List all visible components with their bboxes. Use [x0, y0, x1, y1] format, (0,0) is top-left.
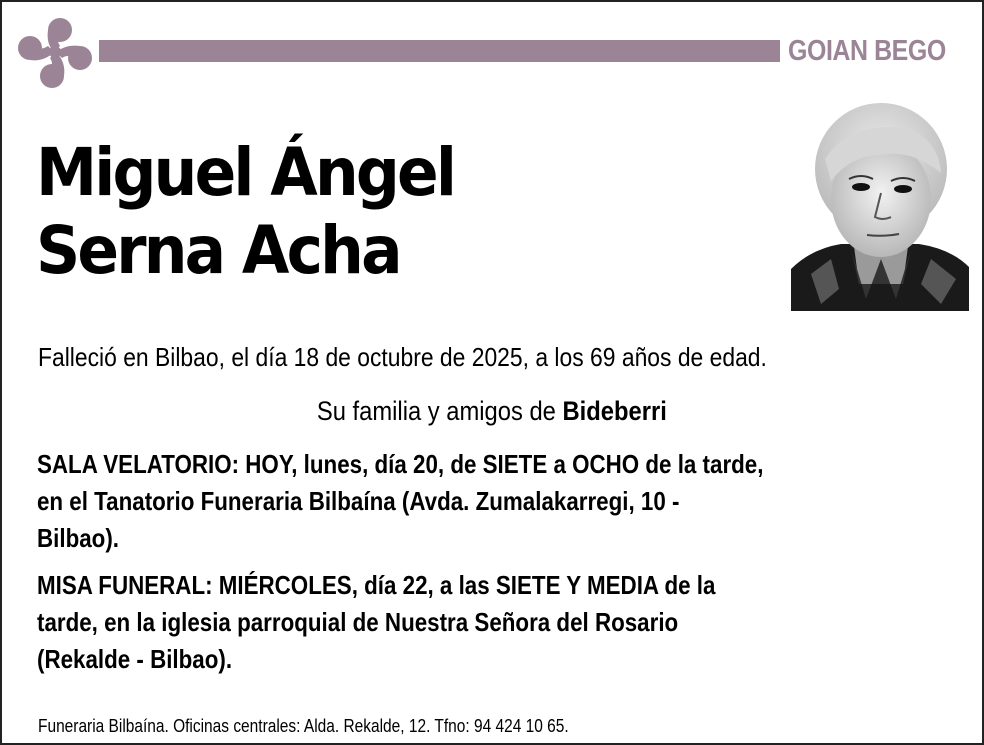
funeral-line-1: MISA FUNERAL: MIÉRCOLES, día 22, a las SIETE Y MEDIA de la	[37, 570, 716, 600]
portrait-photo	[791, 99, 969, 311]
family-place: Bideberri	[562, 396, 667, 426]
funeral-details	[37, 567, 906, 678]
wake-line-3: Bilbao).	[37, 523, 119, 553]
footer-contact: Funeraria Bilbaína. Oficinas centrales: Alda. Rekalde, 12. Tfno: 94 424 10 65.	[38, 716, 569, 736]
funeral-line-3: (Rekalde - Bilbao).	[37, 644, 233, 674]
lauburu-icon	[16, 14, 94, 90]
death-notice: Falleció en Bilbao, el día 18 de octubre de 2025, a los 69 años de edad.	[38, 342, 767, 372]
name-line-1: Miguel Ángel	[36, 134, 455, 211]
wake-line-2: en el Tanatorio Funeraria Bilbaína (Avda. Zumalakarregi, 10 -	[37, 486, 680, 516]
brand-square	[765, 40, 779, 62]
wake-line-1: SALA VELATORIO: HOY, lunes, día 20, de SIETE a OCHO de la tarde,	[37, 449, 764, 479]
family-line	[2, 393, 982, 429]
wake-details	[37, 446, 906, 557]
name-line-2: Serna Acha	[36, 212, 400, 289]
header-bar	[99, 40, 780, 62]
section-label: GOIAN BEGO	[788, 35, 946, 67]
deceased-name	[36, 134, 454, 290]
family-prefix: Su familia y amigos de	[317, 396, 563, 426]
funeral-line-2: tarde, en la iglesia parroquial de Nuestra Señora del Rosario	[37, 607, 679, 637]
